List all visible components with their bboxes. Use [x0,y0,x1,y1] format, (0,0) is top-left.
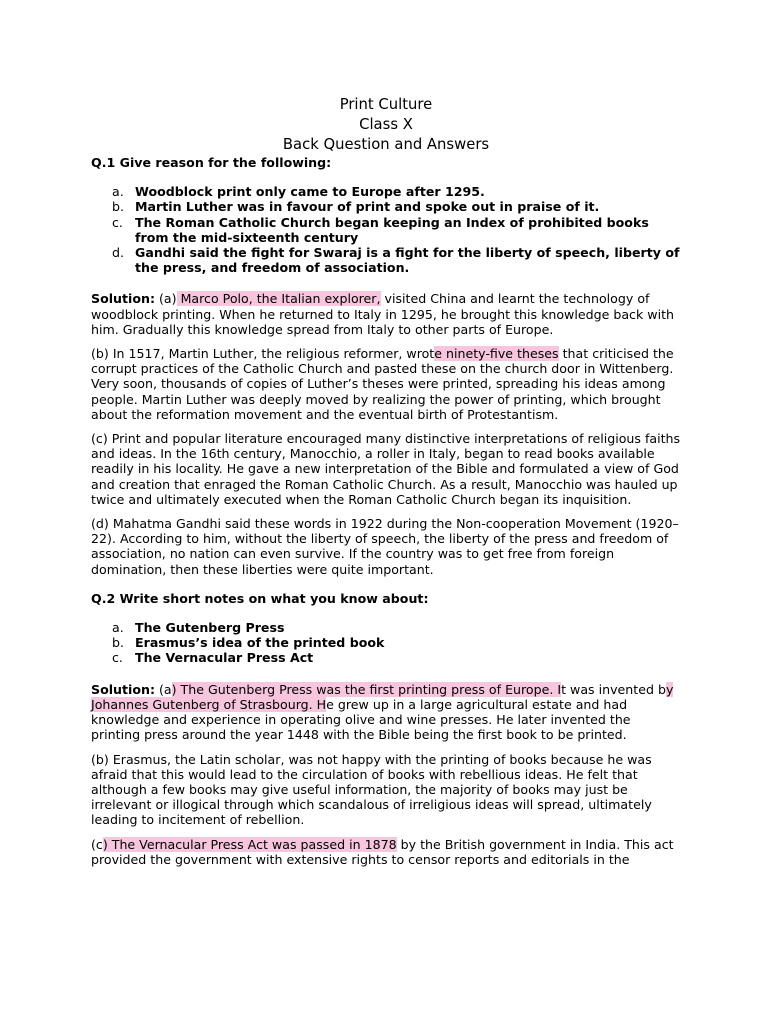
answer-2c [91,837,681,867]
answer-prefix: (a) [155,291,177,307]
highlighted-text: ) The Vernacular Press Act was passed in 1878 [102,836,397,852]
list-item [112,635,681,651]
answer-1b [91,346,681,422]
answer-2a [91,682,681,743]
question-1-list [91,184,681,275]
answer-prefix: (a [155,681,172,697]
answer-2b: (b) Erasmus, the Latin scholar, was not happy with the printing of books because he was afraid that this would lead to the circulation of books with rebellious ideas. He felt that although a few books may give useful information, the majority of books may just be irrelevant or illogical through which scandalous of irreligious ideas will spread, ultimately leading to incitement of rebellion. [91,751,652,828]
answer-text: that criticised the corrupt practices of the Catholic Church and pasted these on the church door in Wittenberg. Very soon, thousands of copies of Luther’s theses were printed, spreading his ideas among people. Martin Luther was deeply moved by realizing the power of printing, which brought about the reformation movement and the eventual birth of Protestantism. [91,346,674,422]
list-item-text: The Roman Catholic Church began keeping an Index of prohibited books from the mid-sixteenth century [135,214,649,245]
answer-prefix: (c [91,836,103,852]
answer-1a [91,291,681,337]
question-1-heading: Q.1 Give reason for the following: [91,155,332,170]
list-item [112,245,681,276]
list-item-text: Woodblock print only came to Europe after 1295. [135,184,485,200]
doc-title-line-1: Print Culture [339,96,433,113]
solution-label: Solution: [91,291,155,307]
answer-text: t was invented b [561,681,666,697]
list-item-text: Erasmus’s idea of the printed book [135,635,385,651]
list-item [112,620,681,636]
answer-text: by the British government in India. This act provided the government with extensive rights to censor reports and editorials in the [91,836,674,867]
question-2-heading: Q.2 Write short notes on what you know about: [91,590,429,606]
list-item-text: The Gutenberg Press [135,620,285,636]
document-page [91,95,681,876]
doc-title-line-3: Back Question and Answers [282,136,490,153]
list-marker: c. [112,214,123,230]
question-2-list [91,620,681,666]
list-marker: d. [112,245,124,261]
list-item [112,650,681,666]
highlighted-text: ) The Gutenberg Press was the first printing press of Europe. I [171,681,562,697]
list-item [112,199,681,215]
answer-1c: (c) Print and popular literature encouraged many distinctive interpretations of religious faiths and ideas. In the 16th century, Manocchio, a roller in Italy, began to read books available readily in his locality. He gave a new interpretation of the Bible and formulated a view of God and creation that enraged the Roman Catholic Church. As a result, Manocchio was hauled up twice and ultimately executed when the Roman Catholic Church began its inquisition. [91,431,681,507]
list-item-text: Martin Luther was in favour of print and spoke out in praise of it. [135,199,600,215]
doc-title-line-2: Class X [359,116,413,133]
highlighted-text: e ninety-five theses [434,346,559,362]
list-item-text: Gandhi said the fight for Swaraj is a fight for the liberty of speech, liberty of the press, and freedom of association. [135,245,680,276]
list-item-text: The Vernacular Press Act [135,650,314,666]
list-marker: b. [112,199,124,215]
answer-text: (b) In 1517, Martin Luther, the religious reformer, wrot [91,346,435,362]
answer-text: e grew up in a large agricultural estate and had knowledge and experience in operating olive and wine presses. He later invented the printing press around the year 1448 with the Bible being the first book to be printed. [91,696,631,743]
answer-1d: (d) Mahatma Gandhi said these words in 1922 during the Non-cooperation Movement (1920–22). According to him, without the liberty of speech, the liberty of the press and freedom of association, no nation can even survive. If the country was to get free from foreign domination, then these liberties were quite important. [91,516,679,577]
list-marker: a. [112,184,124,200]
list-marker: b. [112,635,124,651]
list-marker: c. [112,650,123,666]
answer-text: visited China and learnt the technology of woodblock printing. When he returned to Italy in 1295, he brought this knowledge back with him. Gradually this knowledge spread from Italy to other parts of Europe. [91,291,674,337]
list-item [112,184,681,200]
list-item [112,214,681,245]
highlighted-text: y Johannes Gutenberg of Strasbourg. H [91,681,674,712]
solution-label: Solution: [91,681,155,697]
highlighted-text: Marco Polo, the Italian explorer, [176,291,381,307]
list-marker: a. [112,620,124,636]
